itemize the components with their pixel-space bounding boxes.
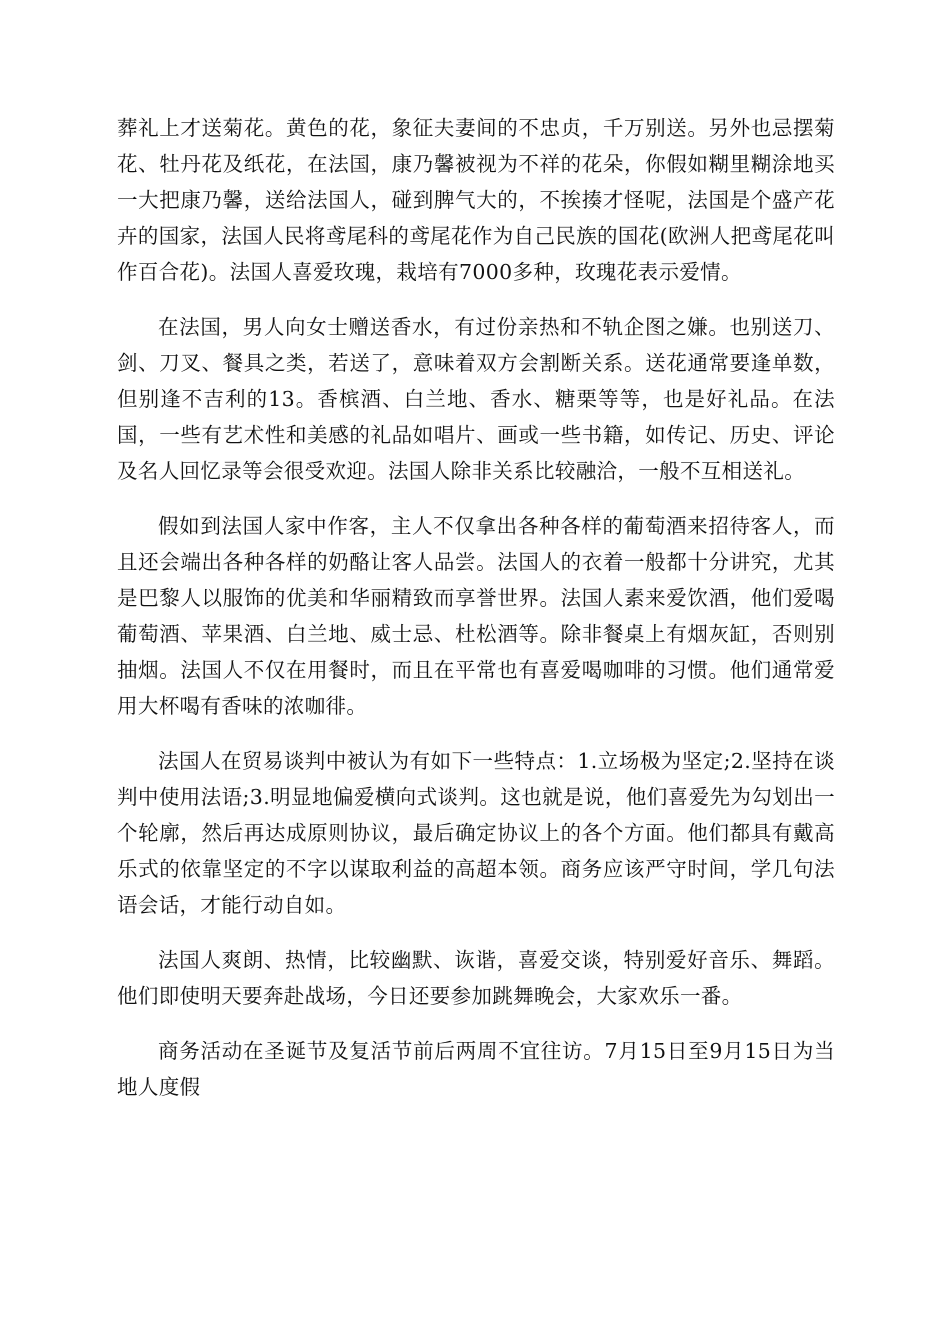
paragraph-personality: 法国人爽朗、热情，比较幽默、诙谐，喜爱交谈，特别爱好音乐、舞蹈。他们即使明天要奔赴战场，今日还要参加跳舞晚会，大家欢乐一番。: [117, 948, 835, 1008]
paragraph-negotiation: 法国人在贸易谈判中被认为有如下一些特点：1.立场极为坚定;2.坚持在谈判中使用法语;3.明显地偏爱横向式谈判。这也就是说，他们喜爱先为勾划出一个轮廓，然后再达成原则协议，最后确定协议上的各个方面。他们都具有戴高乐式的依靠坚定的不字以谋取利益的高超本领。商务应该严守时间，学几句法语会话，才能行动自如。: [117, 749, 835, 917]
paragraph-gifts: 在法国，男人向女士赠送香水，有过份亲热和不轨企图之嫌。也别送刀、剑、刀叉、餐具之类，若送了，意味着双方会割断关系。送花通常要逢单数，但别逢不吉利的13。香槟酒、白兰地、香水、糖栗等等，也是好礼品。在法国，一些有艺术性和美感的礼品如唱片、画或一些书籍，如传记、历史、评论及名人回忆录等会很受欢迎。法国人除非关系比较融洽，一般不互相送礼。: [117, 315, 835, 483]
paragraph-business-timing: 商务活动在圣诞节及复活节前后两周不宜往访。7月15日至9月15日为当地人度假: [117, 1039, 835, 1099]
document-page: [117, 110, 835, 1124]
paragraph-flowers: 葬礼上才送菊花。黄色的花，象征夫妻间的不忠贞，千万别送。另外也忌摆菊花、牡丹花及纸花，在法国，康乃馨被视为不祥的花朵，你假如糊里糊涂地买一大把康乃馨，送给法国人，碰到脾气大的，不挨揍才怪呢，法国是个盛产花卉的国家，法国人民将鸢尾科的鸢尾花作为自己民族的国花(欧洲人把鸢尾花叫作百合花)。法国人喜爱玫瑰，栽培有7000多种，玫瑰花表示爱情。: [117, 116, 835, 284]
paragraph-hospitality: 假如到法国人家中作客，主人不仅拿出各种各样的葡萄酒来招待客人，而且还会端出各种各样的奶酪让客人品尝。法国人的衣着一般都十分讲究，尤其是巴黎人以服饰的优美和华丽精致而享誉世界。法国人素来爱饮酒，他们爱喝葡萄酒、苹果酒、白兰地、威士忌、杜松酒等。除非餐桌上有烟灰缸，否则别抽烟。法国人不仅在用餐时，而且在平常也有喜爱喝咖啡的习惯。他们通常爱用大杯喝有香味的浓咖徘。: [117, 514, 835, 718]
